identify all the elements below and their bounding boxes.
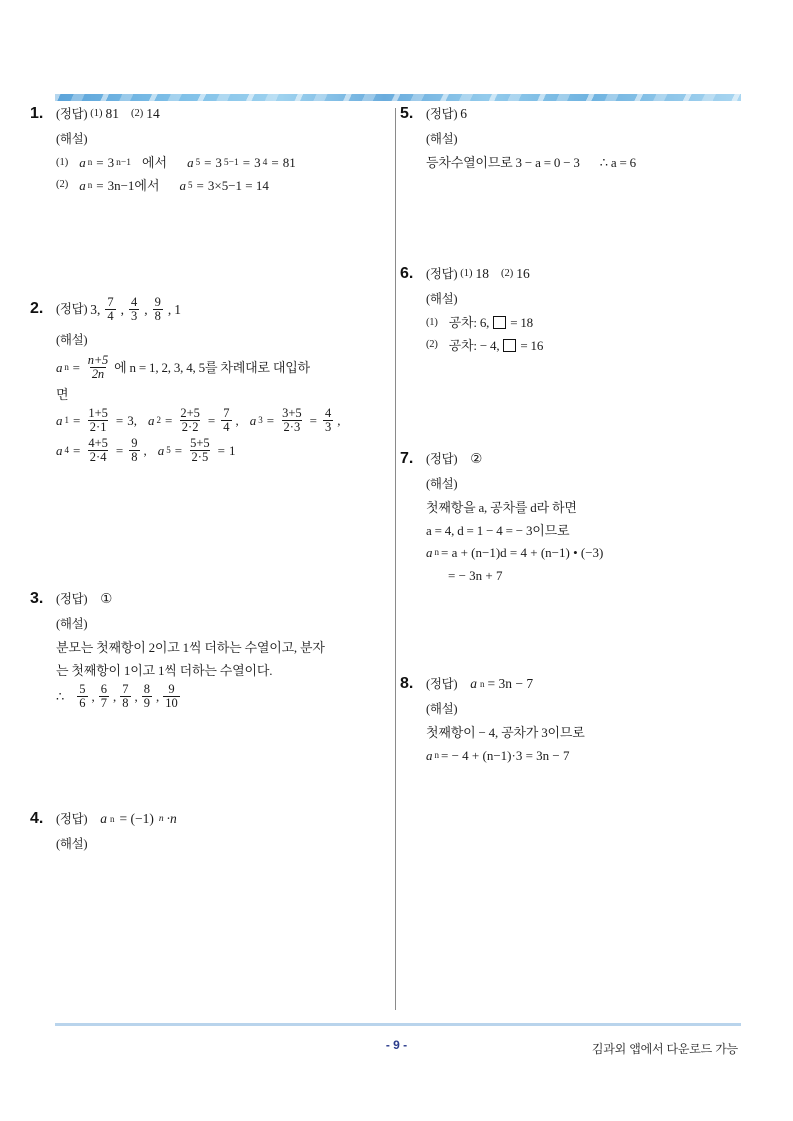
solution-line — [426, 153, 755, 173]
math-a: a — [148, 412, 155, 428]
problem-6-answer — [426, 266, 530, 282]
formula-fraction — [86, 407, 110, 434]
fraction-denominator: 4 — [223, 420, 230, 435]
math-sub-n: n — [87, 157, 93, 167]
math-sub-5: 5 — [166, 445, 171, 456]
answer-value: ② — [470, 451, 483, 467]
line-enum: (1) — [426, 316, 438, 328]
math-a5: a — [187, 155, 194, 170]
line-text: 공차: − 4, — [448, 337, 500, 353]
fraction-numerator: 5+5 — [190, 436, 210, 451]
solution-line — [426, 313, 755, 333]
solution-line — [426, 723, 755, 743]
problem-4-body — [56, 834, 385, 852]
line-text: 면 — [56, 386, 69, 402]
problem-3-answer — [56, 591, 112, 607]
result-fraction — [99, 683, 109, 710]
solution-line — [426, 498, 755, 518]
answer-fraction — [129, 296, 139, 323]
ko-eseo: 에서 — [141, 155, 168, 170]
answer-value-1: 18 — [475, 266, 490, 282]
formula-fraction — [86, 437, 110, 464]
line-text: 는 첫째항이 1이고 1씩 더하는 수열이다. — [56, 662, 273, 678]
line-text: 공차: 6, — [448, 315, 490, 330]
solution-line: a 4 = $\frac{4+5}{2\cdot 4}$ = $\frac{9}{8}$ , a 5 = $\frac{5+5}{2\cdot 5}$ = 1 — [56, 436, 236, 465]
solution-line: a 1 = $\frac{1+5}{2\cdot 1}$ = 3, a 2 = $\frac{2+5}{2\cdot 2}$ = $\frac{7}{4}$ , a 3 = $\frac{3+5}{2\cdot 3}$ = $\frac{4}{3}$ , — [56, 406, 341, 435]
formula-fraction — [280, 407, 304, 434]
value-fraction — [323, 407, 333, 434]
answer-fraction — [153, 296, 163, 323]
problem-8-body — [426, 699, 755, 765]
math-a: a — [157, 443, 165, 459]
answer-label: (정답) — [56, 302, 88, 317]
answer-term-1: 3, — [90, 301, 101, 317]
line-text: 등차수열이므로 3 − a = 0 − 3 — [426, 155, 580, 170]
answer-value: ① — [100, 591, 113, 607]
fraction-denominator: 6 — [79, 696, 86, 711]
solution-line — [426, 336, 755, 356]
math-a: a — [56, 360, 63, 376]
solution-line: a n = $\frac{n+5}{2n}$ 에 n = 1, 2, 3, 4, 5를 차례대로 대입하 — [56, 353, 310, 382]
fraction-numerator: 1+5 — [88, 406, 108, 420]
formula-fraction — [188, 437, 212, 464]
formula-fraction — [86, 354, 110, 381]
solution-line — [426, 746, 755, 766]
solution-line: (2) a n = 3n−1에서 a 5 = 3×5−1 = 14 — [56, 176, 385, 196]
solution-label: (해설) — [426, 292, 458, 306]
problem-3-number: 3. — [30, 590, 44, 607]
math-sub-1: 1 — [64, 414, 69, 425]
fraction-numerator: 8 — [143, 682, 151, 696]
value-fraction — [221, 407, 231, 434]
problem-2-number: 2. — [30, 300, 44, 318]
fraction-numerator: 9 — [168, 682, 175, 696]
answer-label: (정답) — [426, 452, 458, 466]
problem-3-header — [30, 591, 385, 607]
fraction-numerator: 2+5 — [180, 406, 200, 420]
math-base-3c: 3 — [254, 155, 261, 170]
math-a: a — [470, 676, 478, 692]
answer-label: (정답) — [426, 677, 458, 691]
answer-enum-1: (1) — [460, 268, 473, 280]
problem-1-answer — [56, 106, 160, 122]
fraction-numerator: 5 — [79, 682, 86, 696]
problem-7-number: 7. — [400, 450, 414, 467]
result-fraction — [77, 683, 87, 710]
fraction-numerator: n+5 — [87, 353, 109, 368]
answer-value-2: 16 — [516, 266, 530, 282]
answer-fraction — [105, 296, 115, 323]
math-sub-n: n — [480, 679, 485, 690]
problem-8-number: 8. — [400, 675, 414, 692]
fraction-denominator: 2·1 — [89, 420, 107, 435]
math-result: 81 — [282, 155, 296, 170]
result-fraction — [142, 683, 152, 710]
fraction-denominator: 7 — [100, 696, 108, 711]
therefore-symbol: ∴ — [56, 688, 65, 704]
problem-3 — [30, 591, 385, 713]
solution-line — [426, 521, 755, 541]
fraction-denominator: 2·2 — [181, 420, 199, 435]
math-a: a — [426, 545, 433, 560]
solution-line: (1) a n = 3 n−1 에서 a 5 = 3 5−1 = 3 4 = 81 — [56, 153, 385, 173]
fraction-denominator: 9 — [143, 696, 151, 711]
fraction-numerator: 7 — [223, 406, 230, 420]
formula-fraction — [178, 407, 202, 434]
problem-7 — [400, 451, 755, 588]
problem-7-answer — [426, 451, 482, 467]
math-sub-n: n — [434, 749, 439, 760]
fraction-numerator: 6 — [100, 682, 108, 696]
problem-5-number: 5. — [400, 105, 414, 122]
fraction-numerator: 9 — [154, 295, 161, 309]
empty-box-icon — [493, 316, 506, 329]
solution-label: (해설) — [56, 132, 88, 146]
answer-enum-1: (1) — [90, 108, 103, 120]
math-sub-2: 2 — [156, 414, 161, 425]
answer-value-1: 81 — [105, 106, 120, 122]
solution-label: (해설) — [56, 617, 88, 631]
fraction-denominator: 2·5 — [191, 450, 209, 465]
problem-4-number: 4. — [30, 810, 44, 827]
math-a5: a — [179, 177, 187, 193]
solution-line — [56, 638, 385, 658]
fraction-denominator: 2·3 — [283, 420, 301, 435]
problem-6-number: 6. — [400, 265, 414, 282]
math-rest: = (−1) — [119, 811, 154, 827]
problem-5-answer — [426, 106, 467, 122]
problem-6-body — [426, 289, 755, 355]
math-a: a — [426, 747, 433, 763]
answer-value: = 3n − 7 — [487, 676, 534, 692]
fraction-denominator: 3 — [131, 309, 138, 324]
answer-enum-2: (2) — [131, 108, 144, 120]
fraction-numerator: 9 — [131, 436, 138, 451]
math-a: a — [56, 412, 63, 428]
answer-value-2: 14 — [146, 106, 160, 122]
math-sub-n: n — [110, 814, 115, 825]
line-text: = a + (n−1)d = 4 + (n−1) • (−3) — [441, 545, 604, 560]
line-text: = − 4 + (n−1)·3 = 3n − 7 — [441, 747, 570, 763]
fraction-denominator: 8 — [122, 696, 129, 711]
problem-1-header — [30, 106, 385, 122]
answer-term-5: 1 — [174, 301, 182, 317]
solution-label: (해설) — [56, 333, 88, 348]
line-enum: (1) — [56, 156, 69, 168]
page-number: - 9 - — [385, 1038, 408, 1052]
fraction-denominator: 8 — [131, 450, 138, 465]
math-exponent: n−1 — [116, 157, 131, 168]
solution-line: ∴ $\frac{5}{6}$ , $\frac{6}{7}$ , $\frac{7}{8}$ , $\frac{8}{9}$ , $\frac{9}{10}$ — [56, 682, 178, 711]
answer-label: (정답) — [56, 812, 88, 826]
answer-label: (정답) — [56, 592, 88, 606]
problem-7-header — [400, 451, 755, 467]
value: 1 — [229, 443, 236, 459]
math-exponent-c: 4 — [262, 157, 268, 168]
line-text: 분모는 첫째항이 2이고 1씩 더하는 수열이고, 분자 — [56, 640, 325, 655]
problem-8 — [400, 676, 755, 768]
problem-7-body — [426, 474, 755, 585]
answer-label: (정답) — [56, 107, 88, 121]
problem-4-answer — [56, 811, 177, 827]
fraction-numerator: 4 — [131, 295, 138, 309]
math-sub-n: n — [87, 179, 93, 190]
line-text: 첫째항을 a, 공차를 d라 하면 — [426, 500, 577, 515]
answer-label: (정답) — [426, 267, 458, 281]
math-result: 3×5−1 = 14 — [207, 177, 269, 193]
math-exponent: n — [158, 813, 164, 824]
line-conclusion: ∴ a = 6 — [599, 155, 636, 170]
line-text: a = 4, d = 1 − 4 = − 3이므로 — [426, 522, 570, 538]
line-enum: (2) — [56, 179, 69, 191]
math-base-3: 3 — [107, 155, 115, 170]
math-a: a — [79, 155, 86, 170]
math-sub-4: 4 — [64, 445, 69, 456]
solution-label: (해설) — [426, 132, 458, 146]
value-fraction — [129, 437, 139, 464]
problem-5-header — [400, 106, 755, 122]
solution-line — [448, 566, 755, 586]
answer-value: 6 — [460, 106, 468, 122]
fraction-denominator: 3 — [325, 420, 332, 435]
line-enum: (2) — [426, 339, 438, 351]
problem-5-body — [426, 129, 755, 173]
problem-2-body — [56, 330, 385, 464]
problem-6-header — [400, 266, 755, 282]
result-fraction — [163, 683, 180, 710]
fraction-denominator: 8 — [154, 309, 161, 324]
line-value: = 16 — [520, 337, 544, 353]
fraction-denominator: 10 — [165, 696, 178, 711]
math-tail: ·n — [166, 811, 177, 827]
math-a: a — [100, 811, 108, 827]
line-text: = − 3n + 7 — [448, 567, 503, 583]
fraction-numerator: 7 — [107, 295, 114, 309]
result-fraction — [120, 683, 130, 710]
fraction-numerator: 4 — [325, 406, 332, 420]
fraction-denominator: 4 — [107, 309, 114, 324]
problem-8-answer — [426, 676, 533, 692]
solution-line — [56, 661, 385, 681]
problem-4 — [30, 811, 385, 858]
math-a: a — [79, 177, 86, 193]
fraction-numerator: 3+5 — [282, 406, 302, 420]
line-tail: 에 n = 1, 2, 3, 4, 5를 차례대로 대입하 — [114, 360, 310, 376]
header-accent-band — [55, 94, 741, 101]
solution-line — [426, 543, 755, 563]
fraction-numerator: 7 — [122, 682, 129, 696]
problem-8-header — [400, 676, 755, 692]
problem-1-body — [56, 129, 385, 195]
fraction-denominator: 2n — [91, 367, 104, 382]
solution-line — [56, 385, 385, 405]
answer-label: (정답) — [426, 107, 458, 121]
problem-2 — [30, 296, 385, 468]
solution-label: (해설) — [56, 837, 88, 851]
math-sub-3: 3 — [258, 414, 263, 425]
problem-1 — [30, 106, 385, 198]
problem-3-body — [56, 614, 385, 710]
math-a: a — [249, 412, 257, 428]
footer-note: 김과외 앱에서 다운로드 가능 — [591, 1042, 738, 1056]
math-a: a — [56, 443, 63, 459]
problem-1-number: 1. — [30, 105, 44, 122]
solution-label: (해설) — [426, 702, 458, 716]
answer-enum-2: (2) — [501, 268, 514, 280]
empty-box-icon — [503, 339, 516, 352]
math-sub-5: 5 — [188, 179, 193, 190]
math-sub-n: n — [64, 362, 69, 373]
answer-key-columns — [0, 106, 793, 1011]
line-text: 첫째항이 − 4, 공차가 3이므로 — [426, 725, 585, 740]
problem-5 — [400, 106, 755, 176]
math-sub-n: n — [434, 547, 439, 557]
line-value: = 18 — [510, 315, 533, 330]
fraction-denominator: 2·4 — [89, 450, 107, 465]
math-rhs: 3n−1에서 — [107, 177, 160, 193]
footer-rule — [55, 1023, 741, 1026]
problem-6 — [400, 266, 755, 358]
problem-2-answer: (정답) 3, $\frac{7}{4}$ , $\frac{4}{3}$ , $\frac{9}{8}$ , 1 — [56, 295, 182, 324]
math-exponent-b: 5−1 — [223, 157, 239, 168]
problem-4-header — [30, 811, 385, 827]
fraction-numerator: 4+5 — [88, 436, 108, 451]
math-sub-5: 5 — [195, 157, 201, 167]
value: 3, — [127, 412, 137, 428]
problem-2-header — [30, 296, 385, 323]
math-base-3b: 3 — [215, 155, 222, 170]
solution-label: (해설) — [426, 477, 458, 491]
